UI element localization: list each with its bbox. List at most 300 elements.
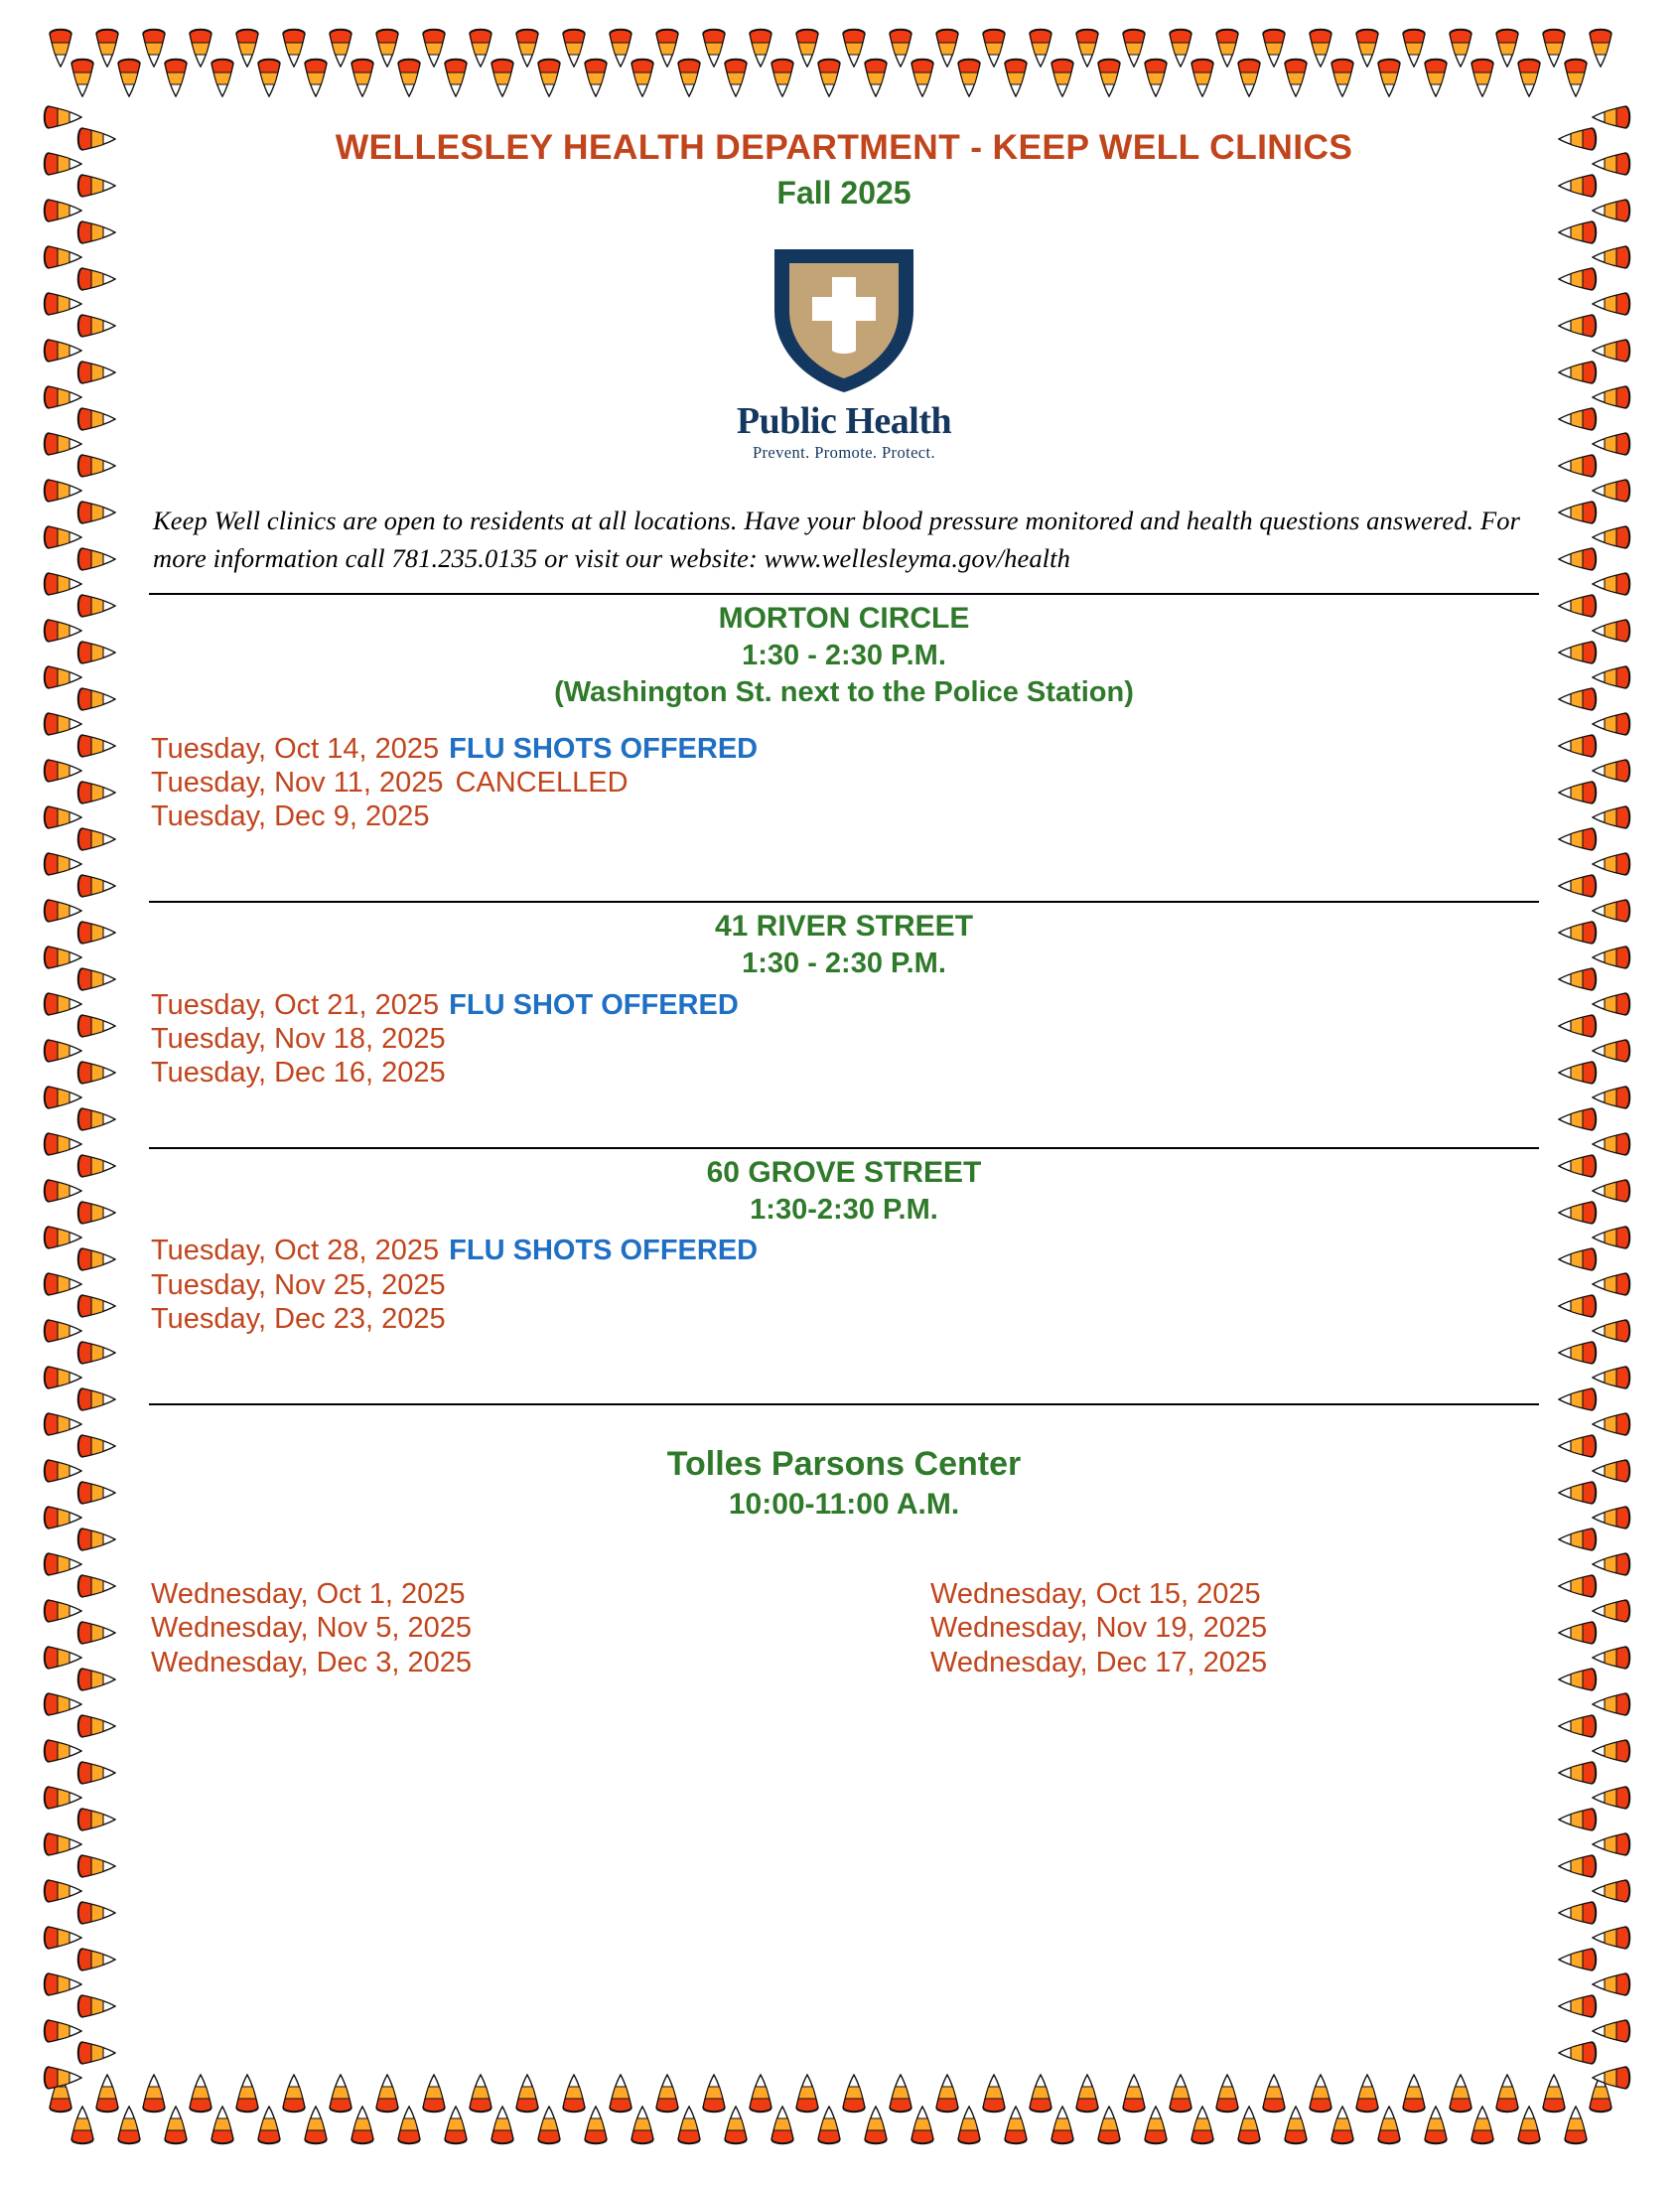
candy-corn-icon	[72, 1289, 116, 1323]
list-item	[151, 732, 1539, 766]
candy-corn-icon	[370, 24, 404, 68]
candy-corn-icon	[1512, 54, 1546, 97]
candy-corn-icon	[1558, 1009, 1602, 1043]
candy-corn-icon	[39, 1827, 82, 1861]
logo-tagline: Prevent. Promote. Protect.	[752, 443, 936, 463]
candy-corn-icon	[39, 2061, 82, 2095]
candy-corn-icon	[1592, 2061, 1635, 2095]
candy-corn-icon	[1592, 1267, 1635, 1301]
candy-corn-icon	[1210, 24, 1244, 68]
candy-corn-icon	[1186, 54, 1219, 97]
candy-corn-icon	[417, 24, 451, 68]
candy-corn-icon	[39, 240, 82, 274]
location-name: MORTON CIRCLE	[718, 602, 970, 636]
candy-corn-icon	[812, 2106, 846, 2149]
candy-corn-icon	[1558, 1709, 1602, 1743]
divider	[149, 901, 1539, 903]
candy-corn-icon	[604, 24, 637, 68]
candy-corn-icon	[977, 24, 1011, 68]
candy-corn-icon	[790, 24, 824, 68]
candy-corn-icon	[1257, 2074, 1291, 2117]
candy-corn-icon	[392, 54, 426, 97]
candy-corn-icon	[1592, 1687, 1635, 1721]
candy-corn-icon	[39, 707, 82, 741]
candy-corn-icon	[1558, 1056, 1602, 1090]
candy-corn-icon	[1592, 194, 1635, 227]
candy-corn-icon	[1558, 169, 1602, 203]
candy-corn-icon	[1592, 660, 1635, 694]
candy-corn-icon	[72, 636, 116, 669]
candy-corn-icon	[1559, 2106, 1593, 2149]
candy-corn-icon	[39, 194, 82, 227]
candy-corn-icon	[1592, 474, 1635, 508]
location-name: 60 GROVE STREET	[706, 1156, 982, 1190]
candy-corn-icon	[884, 2074, 917, 2117]
candy-corn-icon	[39, 1174, 82, 1208]
candy-corn-icon	[1592, 847, 1635, 881]
candy-corn-icon	[299, 54, 333, 97]
logo-text	[737, 402, 951, 463]
candy-corn-icon	[72, 1569, 116, 1603]
divider	[149, 593, 1539, 595]
tolles-date-columns	[149, 1577, 1539, 1679]
candy-corn-icon	[1592, 1967, 1635, 2001]
candy-corn-icon	[1186, 2106, 1219, 2149]
candy-corn-icon	[39, 1734, 82, 1768]
candy-corn-icon	[464, 2074, 497, 2117]
candy-corn-icon	[1592, 334, 1635, 367]
candy-corn-icon	[72, 1756, 116, 1790]
candy-corn-icon	[1592, 287, 1635, 321]
candy-corn-icon	[1444, 24, 1477, 68]
candy-corn-icon	[859, 2106, 893, 2149]
candy-corn-icon	[39, 1594, 82, 1628]
candy-corn-icon	[1326, 54, 1359, 97]
candy-corn-icon	[72, 916, 116, 949]
candy-corn-icon	[417, 2074, 451, 2117]
candy-corn-icon	[1558, 216, 1602, 249]
logo-block	[149, 239, 1539, 463]
candy-corn-icon	[39, 1921, 82, 1955]
candy-corn-icon	[1592, 1454, 1635, 1488]
candy-corn-icon	[1592, 1874, 1635, 1908]
candy-corn-icon	[952, 54, 986, 97]
candy-corn-icon	[39, 1687, 82, 1721]
list-item: Wednesday, Dec 17, 2025	[930, 1646, 1268, 1678]
candy-corn-icon	[1232, 54, 1266, 97]
candy-corn-icon	[486, 2106, 519, 2149]
candy-corn-icon	[859, 54, 893, 97]
location-time: 1:30-2:30 P.M.	[750, 1194, 938, 1227]
candy-corn-icon	[650, 24, 684, 68]
flu-badge: FLU SHOTS OFFERED	[449, 1235, 759, 1267]
candy-corn-icon	[72, 1803, 116, 1836]
list-item	[151, 766, 1539, 800]
candy-corn-icon	[72, 1336, 116, 1370]
list-item	[151, 1022, 1539, 1056]
candy-corn-icon	[346, 2106, 379, 2149]
candy-corn-icon	[346, 54, 379, 97]
candy-corn-icon	[72, 449, 116, 483]
candy-corn-icon	[324, 2074, 357, 2117]
list-item: Wednesday, Oct 15, 2025	[930, 1578, 1261, 1611]
candy-corn-icon	[1592, 987, 1635, 1021]
candy-corn-icon	[1592, 894, 1635, 928]
candy-corn-icon	[72, 1383, 116, 1416]
page-subtitle: Fall 2025	[776, 175, 911, 212]
clinic-date: Tuesday, Oct 14, 2025	[151, 732, 440, 765]
candy-corn-icon	[230, 2074, 264, 2117]
candy-corn-icon	[999, 2106, 1033, 2149]
candy-corn-icon	[90, 2074, 124, 2117]
candy-corn-icon	[1232, 2106, 1266, 2149]
location-note: (Washington St. next to the Police Station)	[554, 675, 1134, 708]
candy-corn-icon	[1372, 54, 1406, 97]
clinic-date: Tuesday, Oct 21, 2025	[151, 988, 440, 1021]
candy-corn-icon	[137, 24, 171, 68]
location-time: 10:00-11:00 A.M.	[728, 1488, 960, 1522]
candy-corn-icon	[1558, 636, 1602, 669]
candy-corn-icon	[72, 1009, 116, 1043]
candy-corn-icon	[930, 24, 964, 68]
location-time: 1:30 - 2:30 P.M.	[742, 947, 946, 980]
status-badge: CANCELLED	[455, 767, 629, 800]
candy-corn-icon	[39, 1781, 82, 1815]
candy-corn-icon	[557, 24, 591, 68]
candy-corn-icon	[1558, 822, 1602, 856]
list-item	[151, 800, 1539, 833]
flyer-content	[149, 127, 1539, 1679]
candy-corn-icon	[112, 54, 146, 97]
candy-corn-icon	[812, 54, 846, 97]
candy-corn-icon	[1592, 707, 1635, 741]
candy-corn-icon	[464, 24, 497, 68]
location-name: Tolles Parsons Center	[666, 1445, 1022, 1484]
candy-corn-icon	[1558, 1756, 1602, 1790]
location-name: 41 RIVER STREET	[714, 910, 974, 944]
candy-corn-icon	[1558, 1149, 1602, 1183]
candy-corn-icon	[1592, 614, 1635, 648]
candy-corn-icon	[1046, 54, 1079, 97]
candy-corn-icon	[930, 2074, 964, 2117]
candy-corn-icon	[39, 801, 82, 834]
candy-corn-icon	[72, 1102, 116, 1136]
candy-corn-icon	[1558, 729, 1602, 763]
candy-corn-icon	[39, 2014, 82, 2048]
candy-corn-icon	[72, 729, 116, 763]
candy-corn-icon	[72, 1616, 116, 1650]
public-health-shield-icon	[763, 239, 925, 398]
candy-corn-icon	[1592, 1641, 1635, 1675]
flu-badge: FLU SHOT OFFERED	[449, 988, 739, 1021]
candy-corn-icon	[604, 2074, 637, 2117]
logo-name: Public Health	[736, 400, 952, 443]
candy-corn-icon	[1139, 2106, 1173, 2149]
clinic-date: Tuesday, Dec 9, 2025	[151, 801, 430, 833]
candy-corn-icon	[72, 402, 116, 436]
clinic-date: Tuesday, Dec 23, 2025	[151, 1302, 446, 1335]
candy-corn-icon	[1466, 54, 1499, 97]
candy-corn-icon	[439, 54, 473, 97]
candy-corn-icon	[72, 1943, 116, 1976]
candy-corn-icon	[72, 169, 116, 203]
candy-corn-icon	[1592, 1221, 1635, 1254]
candy-corn-icon	[72, 682, 116, 716]
candy-corn-icon	[672, 2106, 706, 2149]
candy-corn-icon	[1592, 1594, 1635, 1628]
candy-corn-icon	[1592, 1734, 1635, 1768]
candy-corn-icon	[1558, 1196, 1602, 1230]
candy-corn-icon	[1558, 962, 1602, 996]
candy-corn-icon	[1592, 1361, 1635, 1394]
divider	[149, 1403, 1539, 1405]
candy-corn-icon	[697, 24, 731, 68]
candy-corn-icon	[999, 54, 1033, 97]
candy-corn-icon	[766, 2106, 799, 2149]
candy-corn-icon	[392, 2106, 426, 2149]
candy-corn-icon	[72, 1196, 116, 1230]
candy-corn-icon	[697, 2074, 731, 2117]
candy-corn-icon	[1558, 1289, 1602, 1323]
list-item	[151, 1234, 1539, 1267]
candy-corn-icon	[206, 2106, 239, 2149]
candy-corn-icon	[837, 24, 871, 68]
candy-corn-icon	[72, 962, 116, 996]
candy-corn-icon	[1210, 2074, 1244, 2117]
candy-corn-icon	[1592, 1547, 1635, 1581]
candy-corn-icon	[1558, 122, 1602, 156]
candy-corn-icon	[39, 520, 82, 554]
candy-corn-icon	[1558, 1989, 1602, 2023]
candy-corn-icon	[1512, 2106, 1546, 2149]
candy-corn-icon	[1419, 54, 1453, 97]
candy-corn-icon	[719, 2106, 753, 2149]
candy-corn-icon	[579, 2106, 613, 2149]
candy-corn-icon	[39, 1501, 82, 1534]
candy-corn-icon	[39, 100, 82, 134]
candy-corn-icon	[252, 2106, 286, 2149]
candy-corn-icon	[1397, 24, 1431, 68]
candy-corn-icon	[1490, 24, 1524, 68]
candy-corn-icon	[1304, 24, 1337, 68]
list-item: Wednesday, Nov 19, 2025	[930, 1612, 1268, 1645]
location-section-morton-circle	[149, 601, 1539, 833]
candy-corn-icon	[1419, 2106, 1453, 2149]
candy-corn-icon	[1070, 2074, 1104, 2117]
candy-corn-icon	[72, 309, 116, 343]
candy-corn-icon	[72, 1056, 116, 1090]
candy-corn-icon	[66, 2106, 99, 2149]
candy-corn-icon	[39, 334, 82, 367]
candy-corn-icon	[1592, 427, 1635, 461]
candy-corn-icon	[1592, 567, 1635, 601]
list-item: Wednesday, Oct 1, 2025	[151, 1578, 466, 1611]
candy-corn-icon	[66, 54, 99, 97]
candy-corn-icon	[72, 1429, 116, 1463]
flu-badge: FLU SHOTS OFFERED	[449, 732, 759, 765]
candy-corn-icon	[1558, 1336, 1602, 1370]
candy-corn-icon	[184, 2074, 217, 2117]
candy-corn-icon	[1279, 54, 1313, 97]
candy-corn-icon	[72, 1989, 116, 2023]
candy-corn-icon	[39, 287, 82, 321]
candy-corn-icon	[1558, 356, 1602, 389]
candy-corn-icon	[744, 24, 777, 68]
candy-corn-icon	[39, 660, 82, 694]
intro-paragraph: Keep Well clinics are open to residents at all locations. Have your blood pressure monitored and health questions answered. For more information call 781.235.0135 or visit our website: www.wellesleyma.gov/health	[153, 506, 1521, 573]
candy-corn-icon	[1558, 1476, 1602, 1510]
location-section-60-grove-street	[149, 1155, 1539, 1336]
candy-corn-icon	[1558, 776, 1602, 809]
candy-corn-icon	[1304, 2074, 1337, 2117]
candy-corn-icon	[1558, 1569, 1602, 1603]
candy-corn-icon	[1592, 1034, 1635, 1068]
candy-corn-icon	[1558, 1663, 1602, 1696]
candy-corn-icon	[1592, 100, 1635, 134]
candy-corn-icon	[1024, 2074, 1057, 2117]
candy-corn-icon	[159, 54, 193, 97]
candy-corn-icon	[1592, 801, 1635, 834]
clinic-date: Tuesday, Oct 28, 2025	[151, 1235, 440, 1267]
candy-corn-icon	[1592, 754, 1635, 788]
candy-corn-icon	[39, 847, 82, 881]
candy-corn-icon	[230, 24, 264, 68]
candy-corn-icon	[137, 2074, 171, 2117]
candy-corn-icon	[1558, 1242, 1602, 1276]
candy-corn-icon	[39, 1314, 82, 1348]
candy-corn-icon	[39, 894, 82, 928]
candy-corn-icon	[1537, 2074, 1571, 2117]
clinic-date: Tuesday, Dec 16, 2025	[151, 1057, 446, 1090]
candy-corn-icon	[1592, 1127, 1635, 1161]
location-time: 1:30 - 2:30 P.M.	[742, 640, 946, 672]
candy-corn-icon	[1164, 2074, 1197, 2117]
candy-corn-icon	[39, 1361, 82, 1394]
candy-corn-icon	[1490, 2074, 1524, 2117]
candy-corn-icon	[72, 1149, 116, 1183]
candy-corn-icon	[766, 54, 799, 97]
candy-corn-icon	[1466, 2106, 1499, 2149]
candy-corn-icon	[1592, 1501, 1635, 1534]
candy-corn-icon	[1558, 309, 1602, 343]
candy-corn-icon	[1350, 24, 1384, 68]
candy-corn-icon	[39, 987, 82, 1021]
candy-corn-icon	[1537, 24, 1571, 68]
candy-corn-icon	[1558, 262, 1602, 296]
candy-corn-icon	[650, 2074, 684, 2117]
candy-corn-icon	[906, 54, 939, 97]
candy-corn-icon	[277, 2074, 311, 2117]
candy-corn-icon	[39, 1127, 82, 1161]
candy-corn-icon	[790, 2074, 824, 2117]
candy-corn-icon	[1092, 2106, 1126, 2149]
candy-corn-icon	[72, 122, 116, 156]
list-item: Wednesday, Nov 5, 2025	[151, 1612, 472, 1645]
tolles-left-column	[149, 1577, 760, 1679]
candy-corn-icon	[1558, 2036, 1602, 2070]
candy-corn-icon	[1592, 240, 1635, 274]
candy-corn-icon	[72, 1896, 116, 1930]
candy-corn-icon	[1558, 589, 1602, 623]
candy-corn-icon	[1117, 2074, 1151, 2117]
candy-corn-icon	[39, 380, 82, 414]
candy-corn-icon	[1558, 1849, 1602, 1883]
candy-corn-icon	[1584, 24, 1617, 68]
list-item	[151, 988, 1539, 1022]
candy-corn-icon	[1592, 1781, 1635, 1815]
clinic-date: Tuesday, Nov 18, 2025	[151, 1022, 446, 1055]
candy-corn-icon	[744, 2074, 777, 2117]
candy-corn-icon	[44, 2074, 77, 2117]
candy-corn-icon	[1444, 2074, 1477, 2117]
candy-corn-icon	[39, 1221, 82, 1254]
candy-corn-icon	[1592, 380, 1635, 414]
candy-corn-icon	[72, 822, 116, 856]
candy-corn-icon	[906, 2106, 939, 2149]
candy-corn-icon	[1592, 2014, 1635, 2048]
location-date-list	[149, 732, 1539, 834]
candy-corn-icon	[1558, 1896, 1602, 1930]
candy-corn-icon	[1558, 682, 1602, 716]
candy-corn-icon	[72, 1849, 116, 1883]
candy-corn-icon	[72, 1663, 116, 1696]
candy-corn-icon	[439, 2106, 473, 2149]
candy-corn-icon	[1558, 1383, 1602, 1416]
candy-corn-icon	[1592, 1921, 1635, 1955]
candy-corn-icon	[39, 614, 82, 648]
candy-corn-icon	[977, 2074, 1011, 2117]
candy-corn-icon	[72, 1523, 116, 1556]
candy-corn-icon	[39, 1967, 82, 2001]
candy-corn-icon	[510, 2074, 544, 2117]
candy-corn-icon	[39, 1641, 82, 1675]
candy-corn-icon	[39, 567, 82, 601]
candy-corn-icon	[39, 1547, 82, 1581]
candy-corn-icon	[72, 356, 116, 389]
candy-corn-icon	[1558, 1616, 1602, 1650]
candy-corn-icon	[1257, 24, 1291, 68]
list-item	[151, 1056, 1539, 1090]
candy-corn-icon	[72, 776, 116, 809]
candy-corn-icon	[1592, 520, 1635, 554]
candy-corn-icon	[39, 1034, 82, 1068]
candy-corn-icon	[72, 1242, 116, 1276]
candy-corn-icon	[1092, 54, 1126, 97]
candy-corn-icon	[72, 2036, 116, 2070]
candy-corn-icon	[1164, 24, 1197, 68]
candy-corn-icon	[72, 1709, 116, 1743]
candy-corn-icon	[1592, 147, 1635, 181]
candy-corn-icon	[1117, 24, 1151, 68]
candy-corn-icon	[1372, 2106, 1406, 2149]
tolles-right-column	[760, 1577, 1539, 1679]
candy-corn-icon	[72, 542, 116, 576]
candy-corn-icon	[72, 262, 116, 296]
candy-corn-icon	[1558, 496, 1602, 529]
candy-corn-icon	[719, 54, 753, 97]
candy-corn-icon	[370, 2074, 404, 2117]
divider	[149, 1147, 1539, 1149]
candy-corn-icon	[510, 24, 544, 68]
candy-corn-icon	[952, 2106, 986, 2149]
candy-corn-icon	[1558, 1523, 1602, 1556]
list-item: Wednesday, Dec 3, 2025	[151, 1646, 472, 1678]
candy-corn-icon	[159, 2106, 193, 2149]
candy-corn-icon	[206, 54, 239, 97]
candy-corn-icon	[672, 54, 706, 97]
candy-corn-icon	[39, 474, 82, 508]
location-section-tolles-parsons-center	[149, 1445, 1539, 1679]
